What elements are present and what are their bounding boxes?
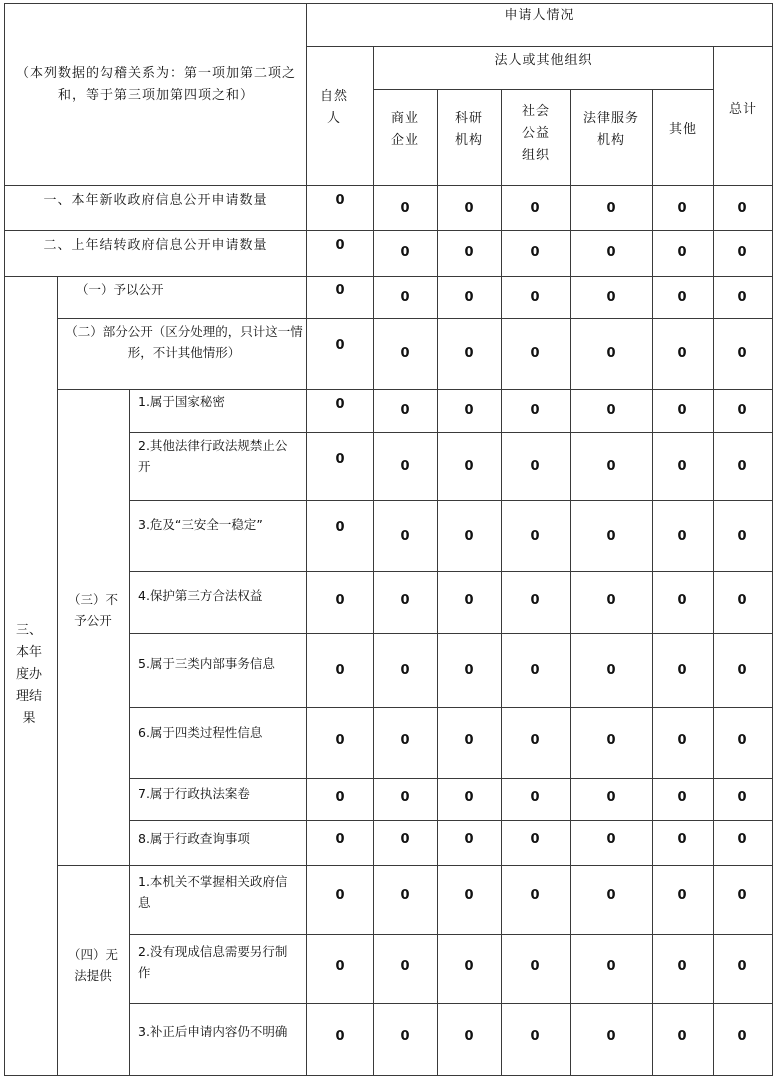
row-law-prohibited: 2.其他法律行政法规禁止公开 [138, 438, 288, 474]
table-border-left [4, 3, 5, 1076]
value-cell: 0 [606, 593, 616, 608]
value-cell: 0 [464, 790, 474, 805]
value-cell: 0 [737, 790, 747, 805]
value-cell: 0 [677, 888, 687, 903]
row-rule [129, 778, 773, 779]
value-cell: 0 [606, 733, 616, 748]
legal-service-header: 法律服务机构 [582, 111, 639, 148]
row-rule [129, 934, 773, 935]
value-cell: 0 [335, 1029, 345, 1044]
value-cell: 0 [530, 663, 540, 678]
value-cell: 0 [464, 529, 474, 544]
value-cell: 0 [737, 663, 747, 678]
value-cell: 0 [400, 346, 410, 361]
value-cell: 0 [737, 888, 747, 903]
value-cell: 0 [400, 529, 410, 544]
row-rule [129, 432, 773, 433]
value-cell: 0 [400, 790, 410, 805]
relationship-note: （本列数据的勾稽关系为：第一项加第二项之和，等于第三项加第四项之和） [15, 66, 296, 103]
value-cell: 0 [335, 452, 345, 467]
row-rule [129, 1003, 773, 1004]
value-cell: 0 [335, 238, 345, 253]
value-cell: 0 [464, 403, 474, 418]
natural-person-header: 自然人 [319, 89, 348, 126]
row-not-held: 1.本机关不掌握相关政府信息 [138, 874, 288, 910]
value-cell: 0 [606, 663, 616, 678]
row-enforcement-files: 7.属于行政执法案卷 [138, 785, 250, 801]
value-cell: 0 [677, 832, 687, 847]
value-cell: 0 [606, 1029, 616, 1044]
row-still-unclear: 3.补正后申请内容仍不明确 [138, 1023, 288, 1039]
value-cell: 0 [606, 832, 616, 847]
column-rule [713, 46, 714, 1076]
value-cell: 0 [530, 290, 540, 305]
value-cell: 0 [606, 201, 616, 216]
column-rule [437, 89, 438, 1076]
row-disclosed: （一）予以公开 [76, 282, 164, 297]
value-cell: 0 [464, 888, 474, 903]
value-cell: 0 [335, 888, 345, 903]
value-cell: 0 [400, 593, 410, 608]
value-cell: 0 [335, 397, 345, 412]
value-cell: 0 [400, 888, 410, 903]
value-cell: 0 [737, 832, 747, 847]
value-cell: 0 [737, 346, 747, 361]
row-process-info: 6.属于四类过程性信息 [138, 724, 263, 740]
value-cell: 0 [737, 593, 747, 608]
value-cell: 0 [464, 245, 474, 260]
value-cell: 0 [400, 201, 410, 216]
value-cell: 0 [530, 1029, 540, 1044]
row-rule [129, 500, 773, 501]
value-cell: 0 [400, 832, 410, 847]
row-partially-disclosed: （二）部分公开（区分处理的，只计这一情形，不计其他情形） [65, 324, 303, 360]
business-header: 商业企业 [390, 111, 419, 148]
value-cell: 0 [530, 832, 540, 847]
value-cell: 0 [606, 790, 616, 805]
row-rule [129, 820, 773, 821]
column-rule [652, 89, 653, 1076]
column-rule [570, 89, 571, 1076]
value-cell: 0 [335, 338, 345, 353]
value-cell: 0 [737, 529, 747, 544]
value-cell: 0 [606, 346, 616, 361]
value-cell: 0 [737, 245, 747, 260]
table-border-bottom [4, 1075, 773, 1076]
value-cell: 0 [530, 733, 540, 748]
value-cell: 0 [737, 1029, 747, 1044]
row-third-party: 4.保护第三方合法权益 [138, 587, 263, 603]
value-cell: 0 [400, 459, 410, 474]
value-cell: 0 [677, 733, 687, 748]
value-cell: 0 [677, 663, 687, 678]
value-cell: 0 [677, 959, 687, 974]
value-cell: 0 [400, 733, 410, 748]
value-cell: 0 [677, 346, 687, 361]
other-header: 其他 [668, 122, 697, 137]
row-admin-inquiry: 8.属于行政查询事项 [138, 830, 250, 846]
value-cell: 0 [464, 201, 474, 216]
total-header: 总计 [728, 102, 757, 117]
value-cell: 0 [737, 459, 747, 474]
value-cell: 0 [464, 733, 474, 748]
value-cell: 0 [606, 403, 616, 418]
value-cell: 0 [677, 593, 687, 608]
value-cell: 0 [606, 959, 616, 974]
applicant-situation-header: 申请人情况 [504, 8, 575, 23]
value-cell: 0 [335, 832, 345, 847]
row-needs-creation: 2.没有现成信息需要另行制作 [138, 944, 288, 980]
row-rule [129, 707, 773, 708]
not-disclosed-group-label: （三）不予公开 [67, 592, 118, 628]
value-cell: 0 [400, 663, 410, 678]
value-cell: 0 [677, 529, 687, 544]
value-cell: 0 [530, 959, 540, 974]
row-internal-affairs: 5.属于三类内部事务信息 [138, 655, 275, 671]
row-state-secret: 1.属于国家秘密 [138, 393, 225, 409]
table-border-right [772, 3, 773, 1076]
value-cell: 0 [530, 529, 540, 544]
value-cell: 0 [737, 201, 747, 216]
value-cell: 0 [335, 790, 345, 805]
value-cell: 0 [400, 1029, 410, 1044]
value-cell: 0 [530, 245, 540, 260]
row-new-requests: 一、本年新收政府信息公开申请数量 [43, 193, 268, 208]
social-welfare-header: 社会公益组织 [521, 104, 550, 163]
value-cell: 0 [530, 790, 540, 805]
value-cell: 0 [606, 459, 616, 474]
row-rule [129, 571, 773, 572]
value-cell: 0 [606, 290, 616, 305]
value-cell: 0 [677, 403, 687, 418]
row-carried-over: 二、上年结转政府信息公开申请数量 [43, 238, 268, 253]
header-rule [373, 89, 714, 90]
value-cell: 0 [737, 733, 747, 748]
value-cell: 0 [464, 663, 474, 678]
value-cell: 0 [400, 959, 410, 974]
value-cell: 0 [335, 663, 345, 678]
value-cell: 0 [677, 201, 687, 216]
row-three-security: 3.危及“三安全一稳定” [138, 516, 263, 532]
value-cell: 0 [335, 959, 345, 974]
value-cell: 0 [677, 459, 687, 474]
row-rule [57, 865, 773, 866]
value-cell: 0 [677, 245, 687, 260]
row-rule [129, 633, 773, 634]
value-cell: 0 [530, 201, 540, 216]
value-cell: 0 [677, 790, 687, 805]
value-cell: 0 [530, 459, 540, 474]
value-cell: 0 [737, 959, 747, 974]
value-cell: 0 [464, 1029, 474, 1044]
value-cell: 0 [464, 832, 474, 847]
column-rule [501, 89, 502, 1076]
value-cell: 0 [335, 520, 345, 535]
value-cell: 0 [606, 529, 616, 544]
value-cell: 0 [606, 888, 616, 903]
value-cell: 0 [530, 403, 540, 418]
value-cell: 0 [464, 290, 474, 305]
value-cell: 0 [464, 346, 474, 361]
value-cell: 0 [335, 733, 345, 748]
value-cell: 0 [335, 593, 345, 608]
value-cell: 0 [464, 959, 474, 974]
value-cell: 0 [606, 245, 616, 260]
value-cell: 0 [400, 245, 410, 260]
cannot-provide-group-label: （四）无法提供 [67, 947, 118, 983]
value-cell: 0 [530, 888, 540, 903]
value-cell: 0 [677, 1029, 687, 1044]
research-header: 科研机构 [454, 111, 483, 148]
value-cell: 0 [530, 593, 540, 608]
column-rule [306, 3, 307, 1076]
header-rule [306, 46, 773, 47]
column-rule [57, 276, 58, 1076]
value-cell: 0 [335, 193, 345, 208]
results-section-label: 三、本年度办理结果 [16, 623, 43, 726]
column-rule [373, 46, 374, 1076]
value-cell: 0 [464, 593, 474, 608]
value-cell: 0 [464, 459, 474, 474]
value-cell: 0 [400, 290, 410, 305]
value-cell: 0 [737, 403, 747, 418]
value-cell: 0 [335, 283, 345, 298]
value-cell: 0 [530, 346, 540, 361]
value-cell: 0 [677, 290, 687, 305]
value-cell: 0 [737, 290, 747, 305]
value-cell: 0 [400, 403, 410, 418]
legal-or-other-header: 法人或其他组织 [494, 53, 593, 68]
